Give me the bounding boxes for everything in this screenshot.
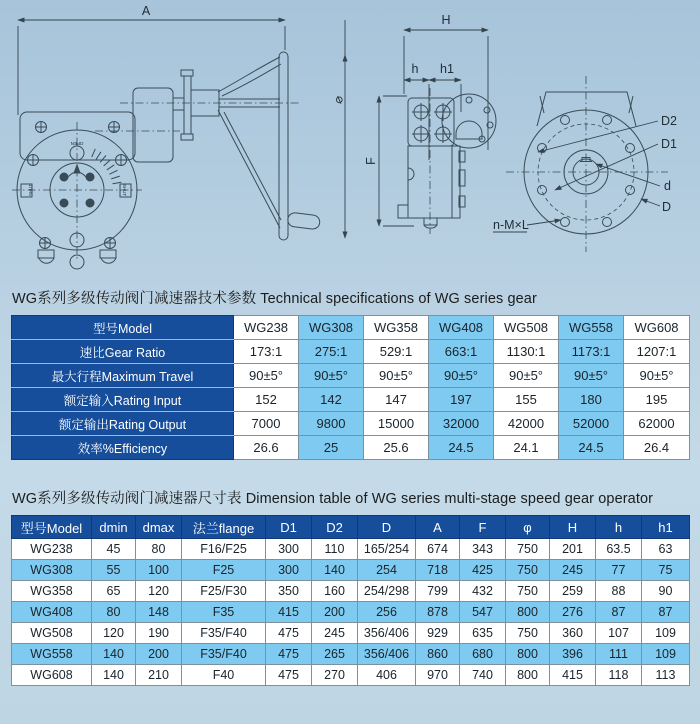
spec-value-cell: 529:1 bbox=[364, 340, 429, 364]
spec-row-label: 额定输入Rating Input bbox=[12, 388, 234, 412]
spec-value-cell: 147 bbox=[364, 388, 429, 412]
dim-value-cell: 674 bbox=[416, 539, 460, 560]
dim-value-cell: 87 bbox=[596, 602, 642, 623]
spec-model-cell: WG358 bbox=[364, 316, 429, 340]
flange-view-drawing bbox=[493, 76, 677, 252]
dim-header-cell: H bbox=[550, 516, 596, 539]
dim-value-cell: 45 bbox=[92, 539, 136, 560]
dim-value-cell: 109 bbox=[642, 623, 690, 644]
dim-value-cell: 276 bbox=[550, 602, 596, 623]
dim-value-cell: 80 bbox=[92, 602, 136, 623]
dim-value-cell: 63 bbox=[642, 539, 690, 560]
dim-value-cell: 300 bbox=[266, 560, 312, 581]
spec-value-cell: 24.5 bbox=[559, 436, 624, 460]
spec-value-cell: 25.6 bbox=[364, 436, 429, 460]
spec-value-cell: 52000 bbox=[559, 412, 624, 436]
spec-data-row bbox=[12, 412, 690, 436]
spec-row-label: 效率%Efficiency bbox=[12, 436, 234, 460]
dim-value-cell: 77 bbox=[596, 560, 642, 581]
dim-data-row bbox=[12, 581, 690, 602]
dim-data-row bbox=[12, 644, 690, 665]
dim-label-phi: ⌀ bbox=[330, 93, 347, 106]
dim-value-cell: 87 bbox=[642, 602, 690, 623]
dim-label-d-cap: D bbox=[662, 200, 672, 214]
dim-data-row bbox=[12, 560, 690, 581]
spec-value-cell: 90±5° bbox=[494, 364, 559, 388]
dim-label-f: F bbox=[364, 157, 378, 165]
dim-value-cell: 65 bbox=[92, 581, 136, 602]
spec-value-cell: 32000 bbox=[429, 412, 494, 436]
dim-label-h1: h1 bbox=[440, 62, 454, 76]
dim-value-cell: 140 bbox=[92, 644, 136, 665]
dim-value-cell: 140 bbox=[92, 665, 136, 686]
dim-value-cell: 432 bbox=[460, 581, 506, 602]
dim-value-cell: F35/F40 bbox=[182, 623, 266, 644]
spec-value-cell: 1130:1 bbox=[494, 340, 559, 364]
dim-value-cell: F16/F25 bbox=[182, 539, 266, 560]
spec-value-cell: 90±5° bbox=[234, 364, 299, 388]
dim-value-cell: 475 bbox=[266, 665, 312, 686]
dim-label-d1: D1 bbox=[661, 137, 677, 151]
dim-value-cell: 55 bbox=[92, 560, 136, 581]
spec-value-cell: 195 bbox=[624, 388, 690, 412]
spec-value-cell: 663:1 bbox=[429, 340, 494, 364]
dim-value-cell: 415 bbox=[550, 665, 596, 686]
dim-data-row bbox=[12, 623, 690, 644]
dim-header-cell: 法兰flange bbox=[182, 516, 266, 539]
dim-header-cell: 型号Model bbox=[12, 516, 92, 539]
spec-table-title: WG系列多级传动阀门减速器技术参数 Technical specifications of WG series gear bbox=[12, 291, 537, 307]
dim-label-a: A bbox=[141, 4, 151, 18]
dim-value-cell: 800 bbox=[506, 602, 550, 623]
dim-value-cell: 970 bbox=[416, 665, 460, 686]
dim-value-cell: 110 bbox=[312, 539, 358, 560]
dim-value-cell: 547 bbox=[460, 602, 506, 623]
dim-value-cell: 165/254 bbox=[358, 539, 416, 560]
spec-value-cell: 24.1 bbox=[494, 436, 559, 460]
spec-model-cell: WG408 bbox=[429, 316, 494, 340]
dim-table-header-row bbox=[12, 516, 690, 539]
dim-data-row bbox=[12, 665, 690, 686]
spec-value-cell: 24.5 bbox=[429, 436, 494, 460]
dim-value-cell: F25 bbox=[182, 560, 266, 581]
dim-value-cell: 200 bbox=[312, 602, 358, 623]
dim-header-cell: A bbox=[416, 516, 460, 539]
dim-data-row bbox=[12, 602, 690, 623]
dim-value-cell: 259 bbox=[550, 581, 596, 602]
dim-model-cell: WG358 bbox=[12, 581, 92, 602]
side-view-drawing bbox=[364, 13, 496, 234]
spec-row-label: 型号Model bbox=[12, 316, 234, 340]
dim-value-cell: 120 bbox=[92, 623, 136, 644]
dim-value-cell: 800 bbox=[506, 644, 550, 665]
dim-header-cell: D2 bbox=[312, 516, 358, 539]
dim-value-cell: 799 bbox=[416, 581, 460, 602]
spec-value-cell: 25 bbox=[299, 436, 364, 460]
dim-value-cell: 343 bbox=[460, 539, 506, 560]
dim-table-body bbox=[12, 539, 690, 686]
dim-header-cell: F bbox=[460, 516, 506, 539]
dim-table-title: WG系列多级传动阀门减速器尺寸表 Dimension table of WG series multi-stage speed gear operator bbox=[12, 491, 654, 507]
dim-model-cell: WG308 bbox=[12, 560, 92, 581]
dim-value-cell: 245 bbox=[312, 623, 358, 644]
dim-value-cell: 750 bbox=[506, 539, 550, 560]
dim-value-cell: 415 bbox=[266, 602, 312, 623]
dim-value-cell: 878 bbox=[416, 602, 460, 623]
dim-value-cell: 425 bbox=[460, 560, 506, 581]
dim-value-cell: 109 bbox=[642, 644, 690, 665]
drawings-svg bbox=[0, 0, 700, 278]
spec-value-cell: 275:1 bbox=[299, 340, 364, 364]
dim-value-cell: 718 bbox=[416, 560, 460, 581]
spec-table-body bbox=[12, 316, 690, 460]
dim-value-cell: 635 bbox=[460, 623, 506, 644]
dim-value-cell: 406 bbox=[358, 665, 416, 686]
dim-value-cell: 254 bbox=[358, 560, 416, 581]
dim-label-h-cap: H bbox=[441, 13, 451, 27]
dim-value-cell: 107 bbox=[596, 623, 642, 644]
spec-value-cell: 142 bbox=[299, 388, 364, 412]
spec-value-cell: 1207:1 bbox=[624, 340, 690, 364]
spec-value-cell: 90±5° bbox=[364, 364, 429, 388]
dim-value-cell: 80 bbox=[136, 539, 182, 560]
dim-value-cell: F35/F40 bbox=[182, 644, 266, 665]
dim-header-cell: h1 bbox=[642, 516, 690, 539]
open-label: OPEN bbox=[70, 141, 84, 146]
dim-value-cell: 200 bbox=[136, 644, 182, 665]
spec-value-cell: 1173:1 bbox=[559, 340, 624, 364]
dim-value-cell: 680 bbox=[460, 644, 506, 665]
dim-value-cell: 350 bbox=[266, 581, 312, 602]
spec-model-cell: WG308 bbox=[299, 316, 364, 340]
dim-value-cell: 190 bbox=[136, 623, 182, 644]
dim-value-cell: 118 bbox=[596, 665, 642, 686]
front-view-drawing bbox=[12, 4, 346, 269]
dim-value-cell: 396 bbox=[550, 644, 596, 665]
dim-value-cell: 270 bbox=[312, 665, 358, 686]
spec-value-cell: 26.6 bbox=[234, 436, 299, 460]
dim-value-cell: 210 bbox=[136, 665, 182, 686]
dim-value-cell: 111 bbox=[596, 644, 642, 665]
dim-value-cell: 265 bbox=[312, 644, 358, 665]
spec-model-row bbox=[12, 316, 690, 340]
dim-value-cell: F25/F30 bbox=[182, 581, 266, 602]
dim-value-cell: 256 bbox=[358, 602, 416, 623]
spec-value-cell: 90±5° bbox=[429, 364, 494, 388]
dim-value-cell: 254/298 bbox=[358, 581, 416, 602]
dim-value-cell: 113 bbox=[642, 665, 690, 686]
spec-data-row bbox=[12, 436, 690, 460]
spec-value-cell: 90±5° bbox=[624, 364, 690, 388]
spec-value-cell: 152 bbox=[234, 388, 299, 412]
spec-model-cell: WG238 bbox=[234, 316, 299, 340]
dim-header-cell: D1 bbox=[266, 516, 312, 539]
dim-model-cell: WG558 bbox=[12, 644, 92, 665]
spec-value-cell: 173:1 bbox=[234, 340, 299, 364]
dim-model-cell: WG608 bbox=[12, 665, 92, 686]
dim-value-cell: 750 bbox=[506, 581, 550, 602]
dim-header-cell: h bbox=[596, 516, 642, 539]
spec-data-row bbox=[12, 388, 690, 412]
dim-value-cell: 63.5 bbox=[596, 539, 642, 560]
dim-value-cell: F35 bbox=[182, 602, 266, 623]
spec-value-cell: 7000 bbox=[234, 412, 299, 436]
dim-value-cell: 300 bbox=[266, 539, 312, 560]
dim-label-d2: D2 bbox=[661, 114, 677, 128]
dim-value-cell: 90 bbox=[642, 581, 690, 602]
spec-value-cell: 90±5° bbox=[559, 364, 624, 388]
dim-header-cell: D bbox=[358, 516, 416, 539]
spec-row-label: 速比Gear Ratio bbox=[12, 340, 234, 364]
spec-value-cell: 15000 bbox=[364, 412, 429, 436]
dim-data-row bbox=[12, 539, 690, 560]
spec-model-cell: WG608 bbox=[624, 316, 690, 340]
dim-value-cell: 148 bbox=[136, 602, 182, 623]
dim-value-cell: 356/406 bbox=[358, 644, 416, 665]
dim-model-cell: WG508 bbox=[12, 623, 92, 644]
spec-table bbox=[11, 315, 690, 460]
dim-label-h: h bbox=[411, 62, 419, 76]
dim-value-cell: 140 bbox=[312, 560, 358, 581]
dim-header-cell: dmax bbox=[136, 516, 182, 539]
dim-value-cell: 245 bbox=[550, 560, 596, 581]
dim-value-cell: 475 bbox=[266, 644, 312, 665]
side-bolts bbox=[412, 103, 452, 143]
shut-label-right: SHUT bbox=[122, 183, 127, 197]
dim-value-cell: 160 bbox=[312, 581, 358, 602]
spec-value-cell: 62000 bbox=[624, 412, 690, 436]
dim-table bbox=[11, 515, 690, 686]
spec-value-cell: 9800 bbox=[299, 412, 364, 436]
dim-value-cell: 201 bbox=[550, 539, 596, 560]
dim-value-cell: 360 bbox=[550, 623, 596, 644]
dim-value-cell: 740 bbox=[460, 665, 506, 686]
spec-data-row bbox=[12, 340, 690, 364]
spec-value-cell: 42000 bbox=[494, 412, 559, 436]
dim-model-cell: WG408 bbox=[12, 602, 92, 623]
dim-value-cell: 356/406 bbox=[358, 623, 416, 644]
dim-value-cell: 88 bbox=[596, 581, 642, 602]
spec-data-row bbox=[12, 364, 690, 388]
dim-header-cell: dmin bbox=[92, 516, 136, 539]
spec-row-label: 最大行程Maximum Travel bbox=[12, 364, 234, 388]
spec-value-cell: 155 bbox=[494, 388, 559, 412]
technical-drawings bbox=[0, 0, 700, 278]
spec-value-cell: 180 bbox=[559, 388, 624, 412]
dim-value-cell: 929 bbox=[416, 623, 460, 644]
shut-label-left: SHUT bbox=[28, 183, 33, 197]
dim-value-cell: 120 bbox=[136, 581, 182, 602]
dial-tick-marks bbox=[92, 149, 122, 184]
dim-label-d: d bbox=[664, 179, 671, 193]
dim-label-nml: n-M×L bbox=[493, 218, 529, 232]
dim-value-cell: 475 bbox=[266, 623, 312, 644]
dim-value-cell: F40 bbox=[182, 665, 266, 686]
spec-value-cell: 26.4 bbox=[624, 436, 690, 460]
dim-value-cell: 800 bbox=[506, 665, 550, 686]
spec-value-cell: 197 bbox=[429, 388, 494, 412]
dim-value-cell: 750 bbox=[506, 560, 550, 581]
dim-value-cell: 860 bbox=[416, 644, 460, 665]
dim-value-cell: 100 bbox=[136, 560, 182, 581]
spec-value-cell: 90±5° bbox=[299, 364, 364, 388]
dim-header-cell: φ bbox=[506, 516, 550, 539]
spec-model-cell: WG508 bbox=[494, 316, 559, 340]
spec-model-cell: WG558 bbox=[559, 316, 624, 340]
dim-model-cell: WG238 bbox=[12, 539, 92, 560]
dim-value-cell: 750 bbox=[506, 623, 550, 644]
dim-value-cell: 75 bbox=[642, 560, 690, 581]
spec-row-label: 额定输出Rating Output bbox=[12, 412, 234, 436]
